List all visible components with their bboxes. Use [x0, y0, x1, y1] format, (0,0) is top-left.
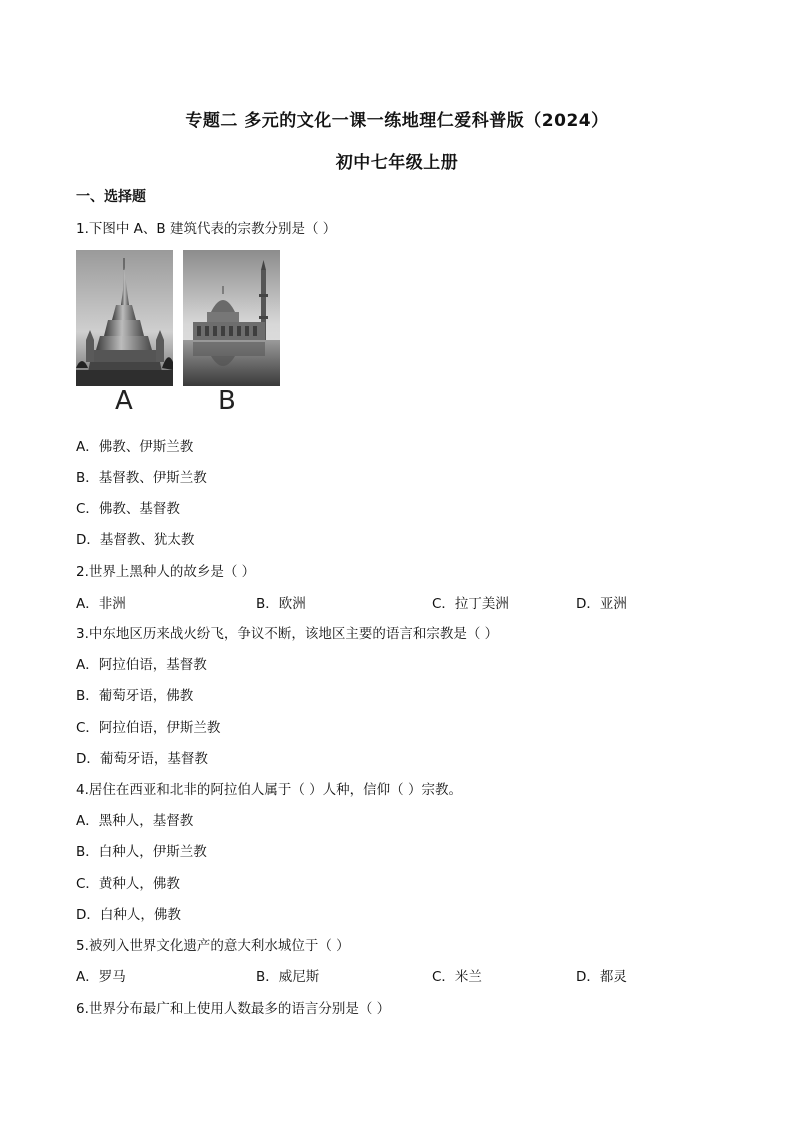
page-title: 专题二 多元的文化一课一练地理仁爱科普版（2024）	[185, 111, 609, 131]
question-2-option-c: C．拉丁美洲	[432, 596, 509, 612]
question-1-option-a: A．佛教、伊斯兰教	[76, 439, 194, 455]
question-1-option-d: D．基督教、犹太教	[76, 532, 195, 548]
question-4-option-a: A．黑种人，基督教	[76, 813, 194, 829]
question-2-option-a: A．非洲	[76, 596, 126, 612]
question-5-option-b: B．威尼斯	[256, 969, 320, 985]
figure-label-a: A	[115, 386, 133, 416]
question-5-stem: 5.被列入世界文化遗产的意大利水城位于（ ）	[76, 938, 350, 954]
question-3-option-c: C．阿拉伯语，伊斯兰教	[76, 720, 221, 736]
question-5-option-a: A．罗马	[76, 969, 126, 985]
mosque-photo	[183, 250, 280, 386]
question-5-option-d: D．都灵	[576, 969, 627, 985]
question-1-option-b: B．基督教、伊斯兰教	[76, 470, 207, 486]
question-6-stem: 6.世界分布最广和上使用人数最多的语言分别是（ ）	[76, 1001, 391, 1017]
question-3-option-d: D．葡萄牙语，基督教	[76, 751, 208, 767]
question-2-stem: 2.世界上黑种人的故乡是（ ）	[76, 564, 256, 580]
figure-label-b: B	[218, 386, 236, 416]
page-subtitle: 初中七年级上册	[335, 153, 459, 173]
question-4-option-c: C．黄种人，佛教	[76, 876, 180, 892]
question-2-option-b: B．欧洲	[256, 596, 306, 612]
question-3-stem: 3.中东地区历来战火纷飞，争议不断，该地区主要的语言和宗教是（ ）	[76, 626, 499, 642]
question-1-stem: 1.下图中 A、B 建筑代表的宗教分别是（ ）	[76, 221, 337, 237]
question-3-option-a: A．阿拉伯语，基督教	[76, 657, 207, 673]
question-4-option-d: D．白种人，佛教	[76, 907, 181, 923]
question-5-option-c: C．米兰	[432, 969, 482, 985]
question-2-option-d: D．亚洲	[576, 596, 627, 612]
pagoda-photo	[76, 250, 173, 386]
question-4-option-b: B．白种人，伊斯兰教	[76, 844, 207, 860]
question-1-option-c: C．佛教、基督教	[76, 501, 180, 517]
section-heading: 一、选择题	[76, 189, 146, 205]
question-4-stem: 4.居住在西亚和北非的阿拉伯人属于（ ）人种，信仰（ ）宗教。	[76, 782, 462, 798]
question-3-option-b: B．葡萄牙语，佛教	[76, 688, 194, 704]
